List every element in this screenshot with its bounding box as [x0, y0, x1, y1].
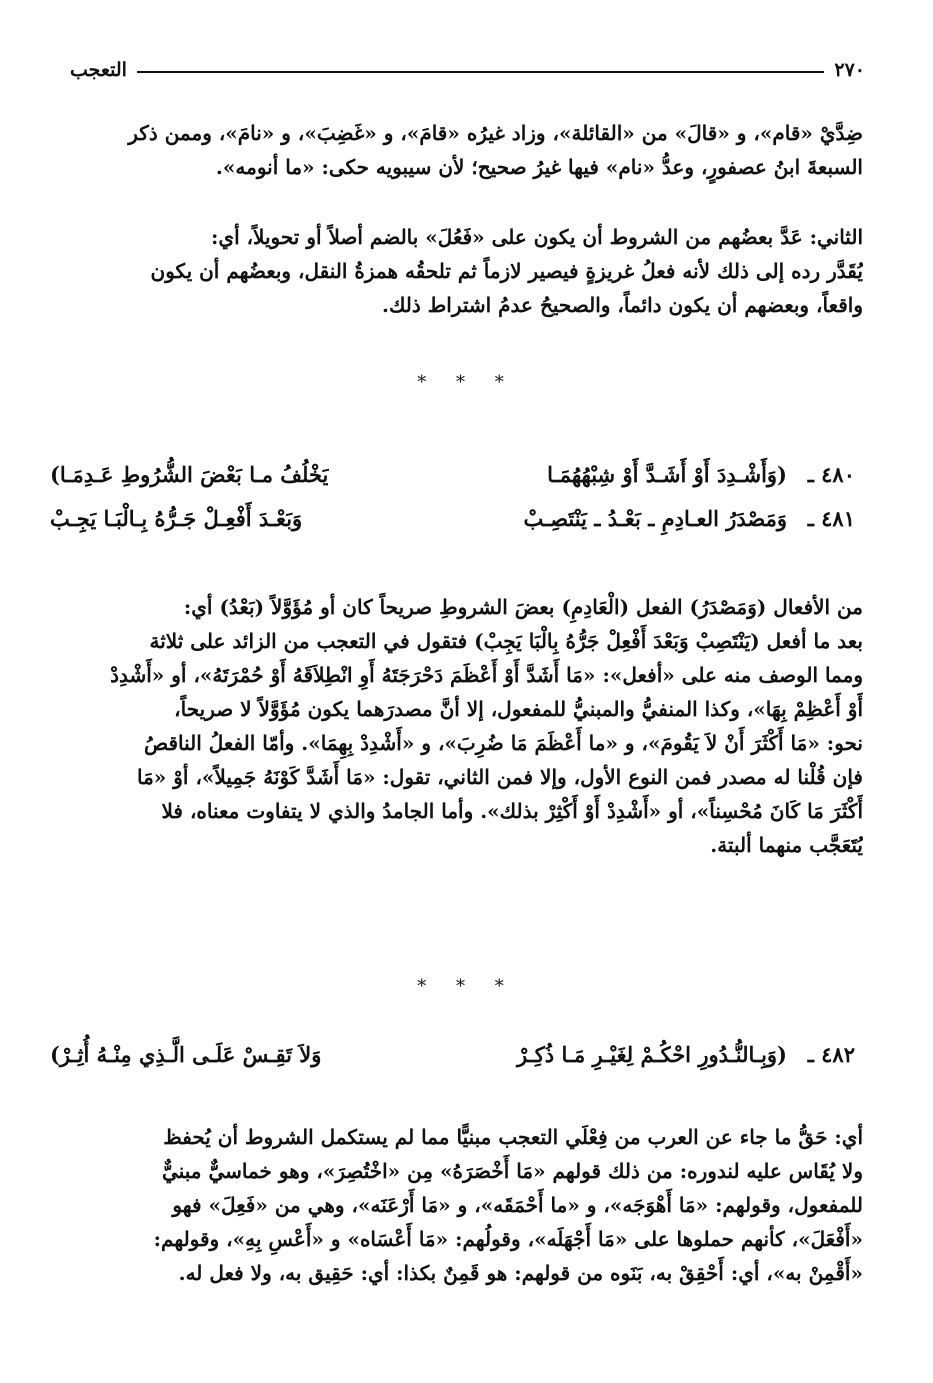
verse-hemistich-second: وَبَعْـدَ أَفْعِـلْ جَـرُّهُ بِـالْبَـا يَجِـبْ	[50, 506, 303, 531]
text-line: أي: حَقُّ ما جاء عن العرب من فِعْلَي التعجب مبنيًّا مما لم يستكمل الشروط أن يُحفظ	[163, 1125, 863, 1149]
page-header	[70, 52, 865, 88]
text-line: ولا يُقَاس عليه لندوره: من ذلك قولهم «مَا أَخْصَرَهُ» مِن «اخْتُصِرَ»، وهو خماسيٌّ مبنيٌّ	[162, 1159, 863, 1183]
text-line: يُقَدَّر رده إلى ذلك لأنه فعلُ غريزةٍ فيصير لازماً ثم تلحقُه همزةُ النقل، وبعضُهم أن يكون	[150, 259, 863, 283]
text-line: للمفعول، وقولهم: «مَا أَهْوَجَه»، و «ما أَحْمَقَه»، و «مَا أَرْعَنَه»، وهي من «فَعِلَ» فهو	[172, 1193, 863, 1217]
page-number: ٢٧٠	[834, 59, 865, 81]
text-line: واقعاً، وبعضهم أن يكون دائماً، والصحيحُ عدمُ اشتراط ذلك.	[381, 293, 863, 317]
text-line: ومما الوصف منه على «أفعل»: «مَا أَشَدَّ أَوْ أَعْظَمَ دَحْرَجَتَهُ أَوِ انْطِلاَقَهُ أَوْ حُمْرَتَهُ»، أو «أَشْدِدْ	[110, 663, 863, 687]
chapter-title: التعجب	[70, 59, 127, 81]
verse-hemistich-first: (وَبِـالنُّـدُورِ احْكُـمْ لِغَيْـرِ مَـا ذُكِـرْ	[517, 1042, 787, 1067]
text-line: السبعةَ ابنُ عصفورٍ، وعدُّ «نام» فيها غيرُ صحيح؛ لأن سيبويه حكى: «ما أنومه».	[215, 155, 863, 179]
paragraph-1	[72, 116, 863, 184]
verse-hemistich-first: وَمَصْدَرُ العـادِمِ ـ بَعْـدُ ـ يَنْتَصِـبْ	[523, 506, 787, 531]
verse-number: ٤٨٢ ـ	[807, 1042, 855, 1067]
commentary-paragraph-1	[72, 590, 863, 862]
verse-number: ٤٨١ ـ	[807, 506, 855, 531]
text-line: ضِدَّيْ «قام»، و «قالَ» من «القائلة»، وزاد غيرُه «قامَ»، و «غَضِبَ»، و «نامَ»، وممن ذكر	[128, 121, 863, 145]
verse-hemistich-first: (وَأَشْـدِدَ أَوْ أَشَـدَّ أَوْ شِبْهُهُمَـا	[547, 462, 787, 487]
paragraph-2	[72, 220, 863, 322]
header-rule	[137, 71, 824, 73]
text-line: بعد ما أفعل (يَنْتَصِبْ وَبَعْدَ أَفْعِلْ جَرُّهُ بِالْبَا يَجِبْ) فتقول في التعجب من الزائد على ثلاثة	[149, 629, 863, 653]
text-line: فإن قُلْنا له مصدر فمن النوع الأول، وإلا فمن الثاني، تقول: «مَا أَشَدَّ كَوْنَهُ جَمِيلاً»، أوْ «مَا	[137, 765, 863, 789]
verse-hemistich-second: يَخْلُفُ مـا بَعْضَ الشُّرُوطِ عَـدِمَـا)	[50, 462, 329, 487]
text-line: أَوْ أَعْظِمْ بِهَا»، وكذا المنفيُّ والمبنيُّ للمفعول، إلا أنَّ مصدرَهما يكون مُؤَوَّلاً لا صريحاً،	[174, 697, 863, 721]
verse-482	[50, 1042, 855, 1078]
text-line: «أَقْمِنْ به»، أي: أَحْقِقْ به، بَنَوه من قولهم: هو قَمِنٌ بكذا: أي: حَقِيق به، ولا فعل له.	[178, 1261, 863, 1285]
text-line: نحو: «مَا أَكْثَرَ أَنْ لاَ يَقُومَ»، و «ما أَعْظَمَ مَا ضُرِبَ»، و «أَشْدِدْ بِهِمَا». وأمّا الفعلُ الناقصُ	[143, 731, 863, 755]
text-line: أَكْثَرَ مَا كَانَ مُحْسِناً»، أو «أَشْدِدْ أَوْ أَكْثِرْ بذلك». وأما الجامدُ والذي لا يتفاوت معناه، فلا	[161, 799, 863, 823]
verse-hemistich-second: وَلاَ تَقِـسْ عَلَـى الَّـذِي مِنْـهُ أُثِـرْ)	[50, 1042, 322, 1067]
section-separator: * * *	[417, 372, 516, 393]
verse-number: ٤٨٠ ـ	[807, 462, 855, 487]
text-line: «أَفْعَلَ»، كأنهم حملوها على «مَا أَجْهَلَه»، وقولُهم: «مَا أَعْسَاه» و «أَعْسِ بِهِ»، وقولهم:	[153, 1227, 863, 1251]
text-line: الثاني: عَدَّ بعضُهم من الشروط أن يكون على «فَعُلَ» بالضم أصلاً أو تحويلاً، أي:	[211, 225, 863, 249]
verse-480	[50, 462, 855, 498]
section-separator: * * *	[417, 976, 516, 997]
commentary-paragraph-2	[72, 1120, 863, 1290]
text-line: من الأفعال (وَمَصْدَرُ) الفعل (الْعَادِمِ) بعضَ الشروطِ صريحاً كان أو مُؤَوَّلاً (بَعْدُ) أي:	[183, 595, 863, 619]
text-line: يُتَعَجَّب منهما ألبتة.	[710, 833, 863, 857]
verse-481	[50, 506, 855, 542]
